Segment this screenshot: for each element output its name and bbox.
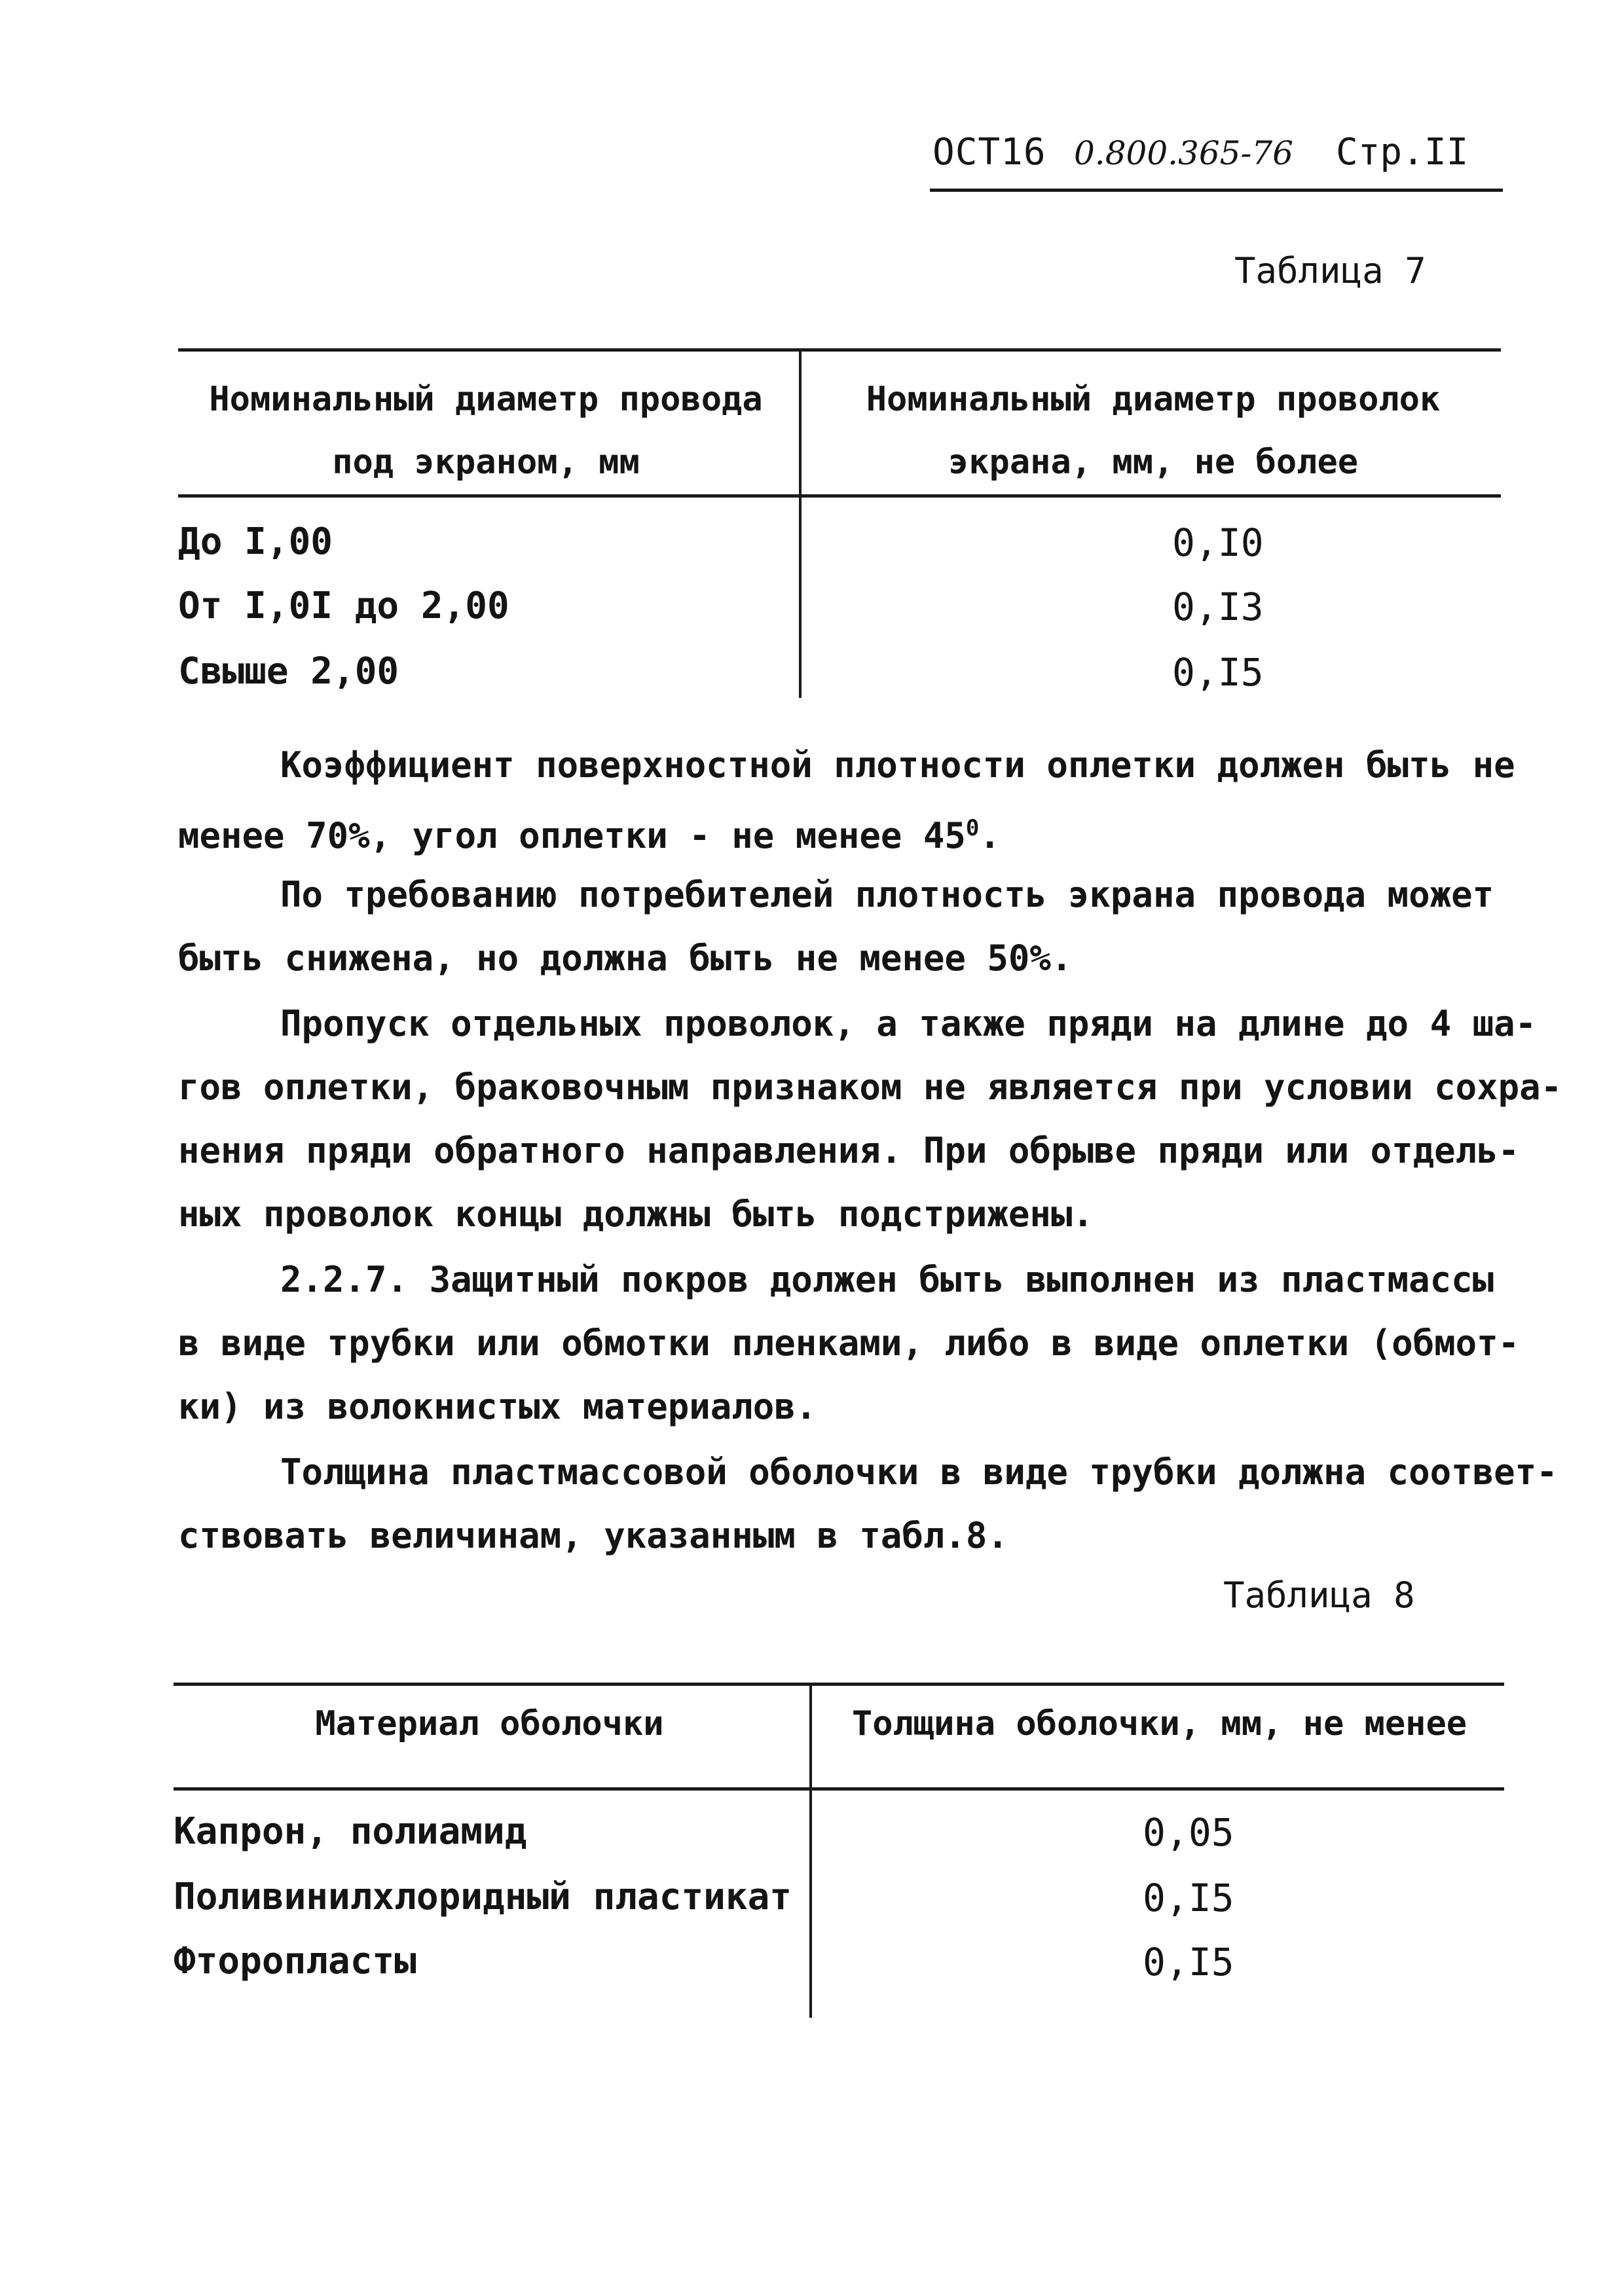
document-number: 0.800.365-76 — [1074, 134, 1293, 172]
table7-header-diameter-wire: Номинальный диаметр провода под экраном, мм — [209, 380, 763, 482]
table8-top-rule — [174, 1683, 1504, 1686]
table7-column-divider — [799, 350, 802, 698]
table7-row2-label: От I,0I до 2,00 — [178, 585, 509, 627]
table8-header-thickness: Толщина оболочки, мм, не менее — [851, 1704, 1467, 1743]
paragraph-sheath-thickness-line1: Толщина пластмассовой оболочки в виде трубки должна соответ- — [280, 1451, 1558, 1493]
paragraph-density-line1: По требованию потребителей плотность экрана провода может — [280, 874, 1494, 915]
table8-caption: Таблица 8 — [1223, 1575, 1415, 1616]
table8-header-material: Материал оболочки — [315, 1704, 664, 1743]
table7-row1-value: 0,I0 — [1172, 520, 1264, 565]
paragraph-skip-line3: нения пряди обратного направления. При обрыве пряди или отдель- — [178, 1130, 1520, 1171]
table7-top-rule — [178, 348, 1501, 352]
page-number: Стр.II — [1336, 131, 1469, 173]
table8-column-divider — [809, 1684, 812, 2018]
table7-row2-value: 0,I3 — [1172, 585, 1264, 629]
paragraph-skip-line4: ных проволок концы должны быть подстрижены. — [178, 1194, 1094, 1235]
table8-row2-value: 0,I5 — [1143, 1876, 1234, 1920]
table8-row3-value: 0,I5 — [1143, 1940, 1234, 1984]
paragraph-sheath-thickness-line2: ствовать величинам, указанным в табл.8. — [178, 1515, 1008, 1556]
table7-row1-label: До I,00 — [178, 520, 333, 563]
paragraph-density-line2: быть снижена, но должна быть не менее 50%. — [178, 938, 1073, 979]
standard-code: ОСТ16 — [932, 131, 1046, 173]
table8-row1-label: Капрон, полиамид — [174, 1810, 527, 1853]
paragraph-skip-line2: гов оплетки, браковочным признаком не является при условии сохра- — [178, 1066, 1562, 1108]
paragraph-protective-cover-line1: 2.2.7. Защитный покров должен быть выполнен из пластмассы — [280, 1259, 1494, 1300]
table8-row3-label: Фторопласты — [174, 1940, 416, 1982]
paragraph-braid-coefficient-line1: Коэффициент поверхностной плотности оплетки должен быть не — [280, 744, 1515, 786]
table8-header-rule — [174, 1787, 1504, 1791]
table8-row1-value: 0,05 — [1143, 1810, 1234, 1855]
header-rule — [930, 189, 1503, 192]
table8-row2-label: Поливинилхлоридный пластикат — [174, 1876, 792, 1918]
table7-caption: Таблица 7 — [1234, 250, 1426, 291]
table7-row3-label: Свыше 2,00 — [178, 650, 399, 693]
paragraph-braid-coefficient-line2: менее 70%, угол оплетки - не менее $45^0$. — [178, 815, 1001, 856]
table7-header-diameter-shield: Номинальный диаметр проволок экрана, мм, не более — [866, 380, 1441, 482]
paragraph-protective-cover-line3: ки) из волокнистых материалов. — [178, 1386, 817, 1427]
paragraph-protective-cover-line2: в виде трубки или обмотки пленками, либо в виде оплетки (обмот- — [178, 1322, 1520, 1364]
paragraph-skip-line1: Пропуск отдельных проволок, а также пряди на длине до 4 ша- — [280, 1003, 1537, 1044]
table7-header-rule — [178, 494, 1501, 498]
table7-row3-value: 0,I5 — [1172, 650, 1264, 695]
